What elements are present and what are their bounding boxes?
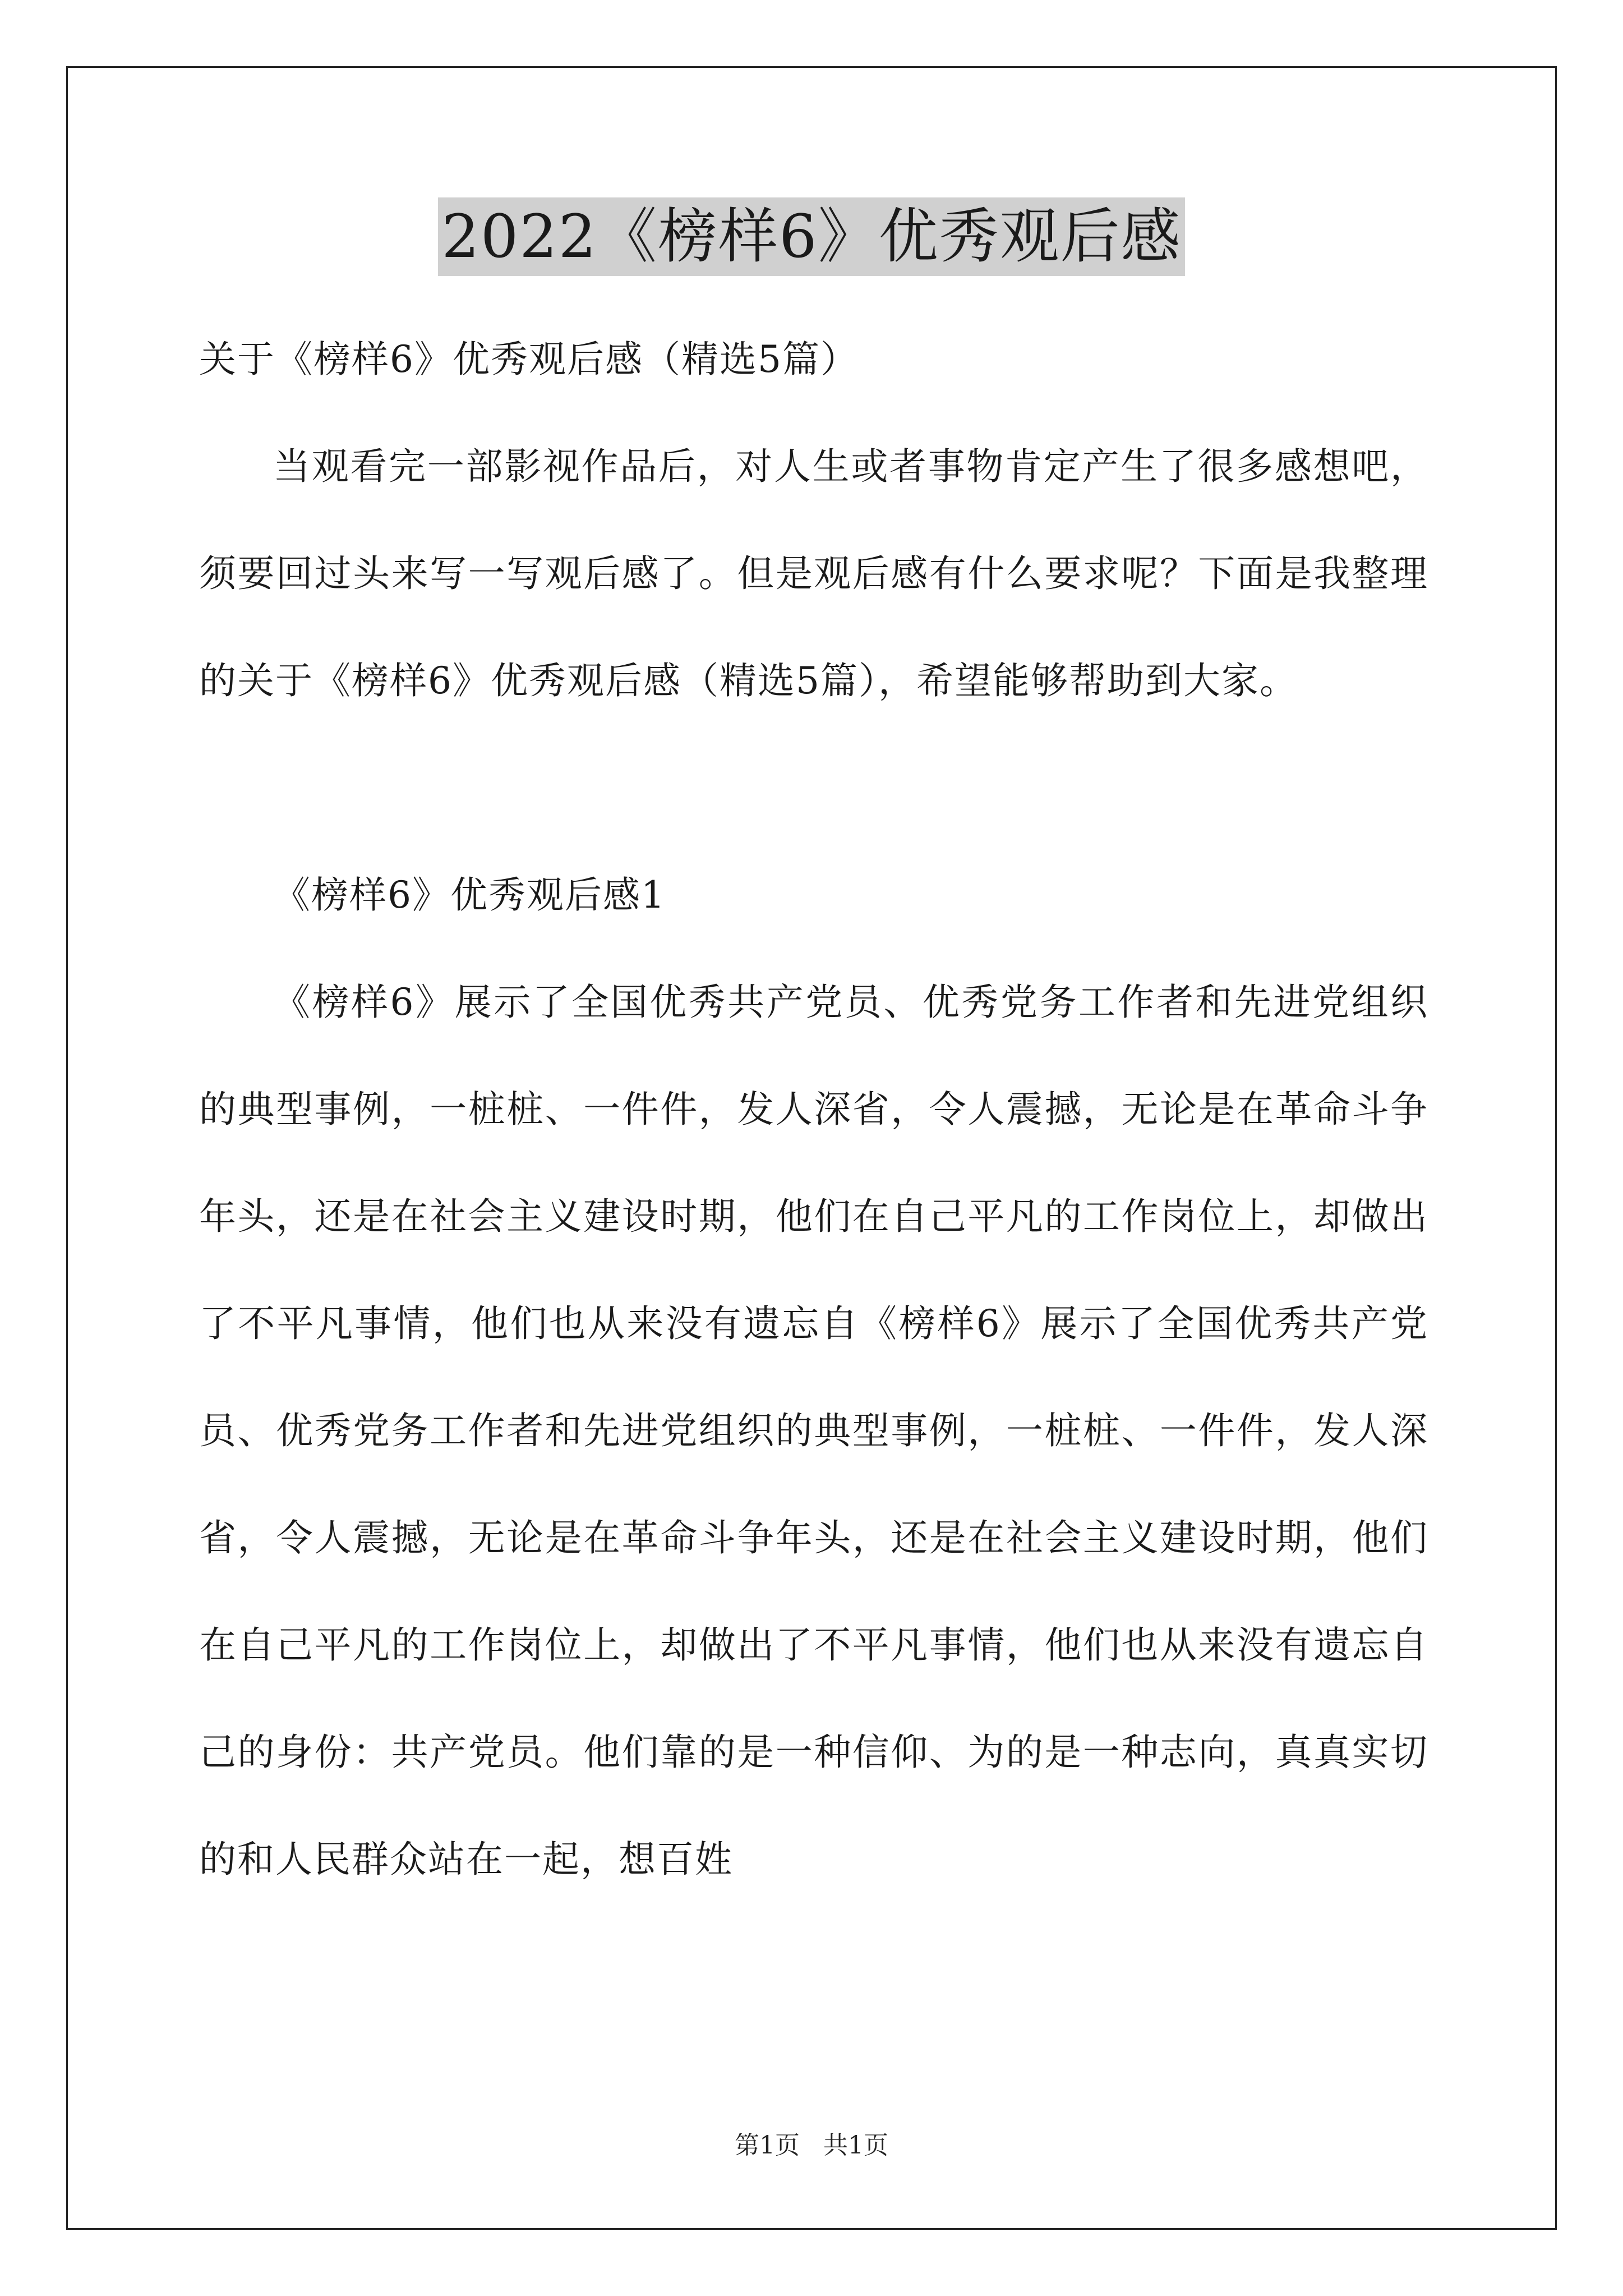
subtitle: 关于《榜样6》优秀观后感（精选5篇）	[199, 338, 859, 381]
section-heading: 《榜样6》优秀观后感1	[273, 873, 666, 917]
page-footer	[0, 2129, 1623, 2162]
page-number: 第1页	[735, 2131, 800, 2160]
section-paragraph: 《榜样6》展示了全国优秀共产党员、优秀党务工作者和先进党组织的典型事例，一桩桩、一件件，发人深省，令人震撼，无论是在革命斗争年头，还是在社会主义建设时期，他们在自己平凡的工作岗位上，却做出了不平凡事情，他们也从来没有遗忘自《榜样6》展示了全国优秀共产党员、优秀党务工作者和先进党组织的典型事例，一桩桩、一件件，发人深省，令人震撼，无论是在革命斗争年头，还是在社会主义建设时期，他们在自己平凡的工作岗位上，却做出了不平凡事情，他们也从来没有遗忘自己的身份：共产党员。他们靠的是一种信仰、为的是一种志向，真真实切的和人民群众站在一起，想百姓	[199, 981, 1428, 1881]
page-total: 共1页	[823, 2131, 888, 2160]
title-wrap	[0, 197, 1623, 276]
page-title: 2022《榜样6》优秀观后感	[438, 197, 1184, 276]
intro-paragraph: 当观看完一部影视作品后，对人生或者事物肯定产生了很多感想吧，须要回过头来写一写观后感了。但是观后感有什么要求呢？下面是我整理的关于《榜样6》优秀观后感（精选5篇），希望能够帮助到大家。	[199, 445, 1428, 702]
document-body	[199, 306, 1428, 1913]
paragraph-gap	[199, 734, 1428, 841]
